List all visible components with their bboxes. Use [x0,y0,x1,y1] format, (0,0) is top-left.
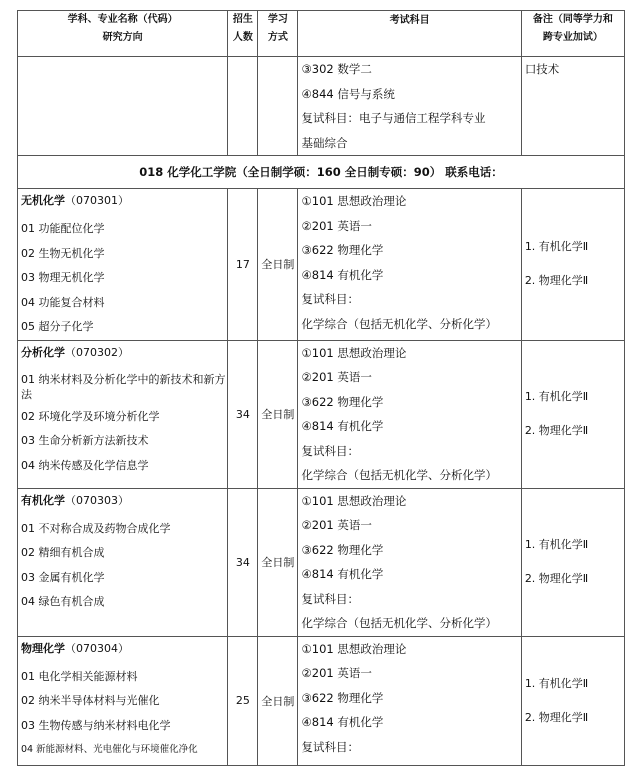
direction-item: 01 不对称合成及药物合成化学 [21,521,171,535]
exam-cell: ①101 思想政治理论 ②201 英语一 ③622 物理化学 ④814 有机化学 复试科目： 化学综合（包括无机化学、分析化学） [298,189,521,341]
major-cell [18,488,228,636]
study-mode: 全日制 [258,189,298,341]
note-cell: 1. 有机化学Ⅱ 2. 物理化学Ⅱ [521,488,624,636]
major-row [18,340,625,488]
direction-item: 04 绿色有机合成 [21,595,105,608]
enroll-count: 34 [228,340,258,488]
major-cell [18,340,228,488]
enroll-count: 34 [228,488,258,636]
direction-item: 02 生物无机化学 [21,246,105,260]
direction-item: 04 新能源材料、光电催化与环境催化净化 [21,744,198,755]
study-mode: 全日制 [258,488,298,636]
header-note: 备注（同等学力和 跨专业加试） [521,11,624,57]
note-cell: 1. 有机化学Ⅱ 2. 物理化学Ⅱ [521,636,624,766]
direction-item: 04 纳米传感及化学信息学 [21,458,149,472]
major-row [18,636,625,766]
exam-cell: ①101 思想政治理论 ②201 英语一 ③622 物理化学 ④814 有机化学 复试科目： 化学综合（包括无机化学、分析化学） [298,340,521,488]
direction-item: 02 环境化学及环境分析化学 [21,409,160,423]
major-cell [18,189,228,341]
major-title: 有机化学（070303） [21,493,129,507]
direction-item: 01 电化学相关能源材料 [21,669,138,683]
note-cell: 1. 有机化学Ⅱ 2. 物理化学Ⅱ [521,189,624,341]
major-row [18,488,625,636]
enroll-count: 17 [228,189,258,341]
enroll-count: 25 [228,636,258,766]
header-exam: 考试科目 [298,11,521,57]
direction-item: 02 精细有机合成 [21,546,105,559]
direction-item: 03 生命分析新方法新技术 [21,434,149,447]
department-title: 018 化学化工学院（全日制学硕：160 全日制专硕：90） 联系电话： [18,156,625,189]
direction-item: 03 金属有机化学 [21,570,105,584]
study-mode: 全日制 [258,636,298,766]
direction-item: 01 纳米材料及分析化学中的新技术和新方法 [21,372,226,401]
header-major: 学科、专业名称（代码） 研究方向 [18,11,228,57]
major-cell [18,636,228,766]
direction-item: 01 功能配位化学 [21,222,105,235]
direction-item: 05 超分子化学 [21,320,94,333]
header-row [18,11,625,57]
note-cell: 1. 有机化学Ⅱ 2. 物理化学Ⅱ [521,340,624,488]
direction-item: 03 物理无机化学 [21,271,105,284]
continuation-row [18,57,625,156]
study-mode: 全日制 [258,340,298,488]
exam-cell: ①101 思想政治理论 ②201 英语一 ③622 物理化学 ④814 有机化学 复试科目： 化学综合（包括无机化学、分析化学） [298,488,521,636]
major-title: 物理化学（070304） [21,641,129,655]
direction-item: 02 纳米半导体材料与光催化 [21,694,160,707]
catalog-table [17,10,625,766]
note-cell: 口技术 [521,57,624,156]
major-title: 无机化学（070301） [21,194,129,207]
direction-item: 03 生物传感与纳米材料电化学 [21,718,171,732]
direction-item: 04 功能复合材料 [21,295,105,309]
department-row [18,156,625,189]
header-count: 招生 人数 [228,11,258,57]
exam-cell: ③302 数学二 ④844 信号与系统 复试科目：电子与通信工程学科专业 基础综合 [298,57,521,156]
major-row [18,189,625,341]
header-mode: 学习 方式 [258,11,298,57]
exam-cell: ①101 思想政治理论 ②201 英语一 ③622 物理化学 ④814 有机化学 复试科目： [298,636,521,766]
major-title: 分析化学（070302） [21,345,129,359]
